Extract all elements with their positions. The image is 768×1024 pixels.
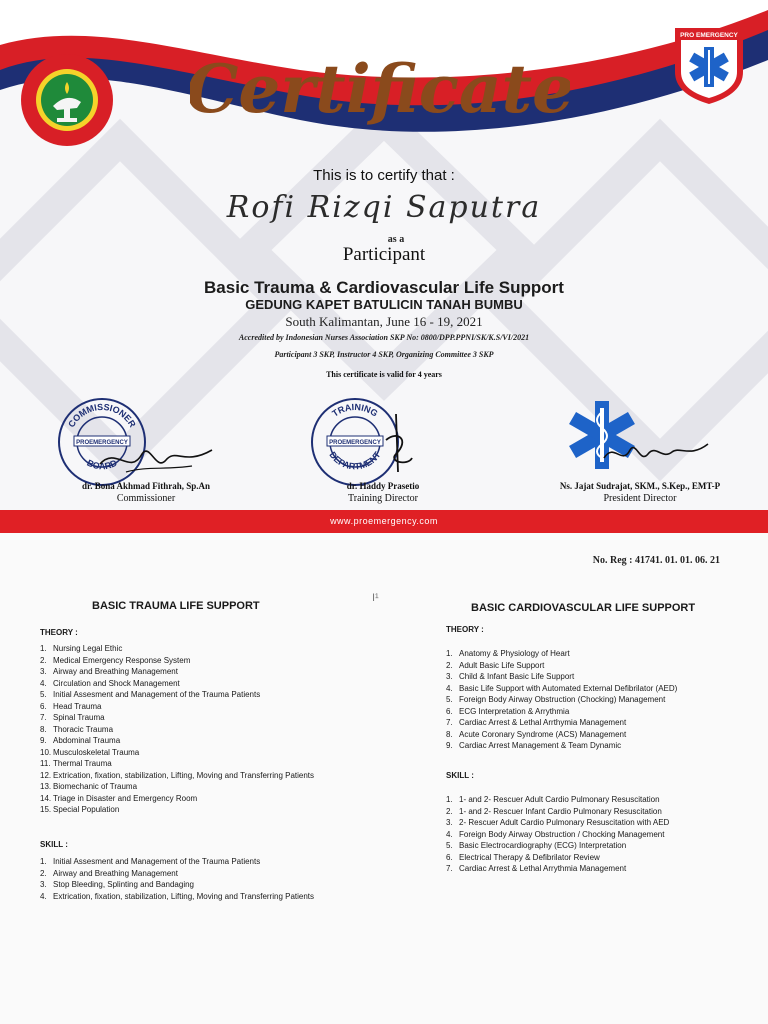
item-text: Triage in Disaster and Emergency Room bbox=[53, 793, 198, 803]
item-number: 1. bbox=[40, 644, 47, 653]
list-item bbox=[40, 770, 314, 782]
item-number: 14. bbox=[40, 793, 52, 803]
item-text: Head Trauma bbox=[53, 701, 102, 711]
svg-text:PROEMERGENCY: PROEMERGENCY bbox=[329, 440, 381, 446]
item-text: Basic Life Support with Automated External Defibrilator (AED) bbox=[459, 683, 678, 693]
btls-theory-heading: THEORY : bbox=[40, 628, 78, 637]
item-number: 5. bbox=[446, 841, 453, 850]
item-text: Cardiac Arrest & Lethal Arrthymia Management bbox=[459, 718, 627, 727]
bcls-title: BASIC CARDIOVASCULAR LIFE SUPPORT bbox=[471, 602, 696, 614]
list-item bbox=[446, 863, 669, 875]
item-number: 6. bbox=[446, 852, 453, 862]
list-item bbox=[446, 794, 669, 806]
item-text: Stop Bleeding, Splinting and Bandaging bbox=[53, 880, 194, 889]
item-number: 11. bbox=[40, 759, 51, 768]
item-text: Thoracic Trauma bbox=[53, 724, 114, 734]
item-text: Musculoskeletal Trauma bbox=[53, 747, 140, 757]
item-number: 9. bbox=[40, 736, 47, 745]
signer-name: dr. Haddy Prasetio bbox=[346, 481, 420, 491]
list-item bbox=[40, 891, 314, 903]
list-item bbox=[446, 706, 677, 718]
item-text: Initial Assesment and Management of the Trauma Patients bbox=[53, 690, 261, 699]
signer-title: President Director bbox=[603, 493, 677, 504]
signature-training-director bbox=[378, 410, 418, 480]
item-number: 15. bbox=[40, 805, 52, 814]
list-item bbox=[40, 643, 314, 655]
item-number: 6. bbox=[446, 706, 453, 716]
recipient-name: Rofi Rizqi Saputra bbox=[226, 190, 542, 225]
list-item bbox=[40, 701, 314, 713]
item-text: Foreign Body Airway Obstruction / Chocking Management bbox=[459, 829, 665, 839]
item-text: Airway and Breathing Management bbox=[53, 868, 178, 878]
item-number: 6. bbox=[40, 701, 47, 711]
signer-name: Ns. Jajat Sudrajat, SKM., S.Kep., EMT-P bbox=[559, 481, 721, 491]
registration-number: No. Reg : 41741. 01. 01. 06. 21 bbox=[592, 555, 720, 566]
item-text: Anatomy & Physiology of Heart bbox=[459, 649, 570, 658]
role-text: Participant bbox=[342, 244, 426, 265]
svg-text:PROEMERGENCY: PROEMERGENCY bbox=[76, 440, 128, 446]
item-text: Medical Emergency Response System bbox=[53, 655, 191, 665]
list-item bbox=[40, 655, 314, 667]
btls-theory-list bbox=[40, 643, 314, 816]
item-text: Special Population bbox=[53, 805, 120, 814]
svg-text:TRAINING: TRAINING bbox=[330, 401, 380, 419]
list-item bbox=[446, 817, 669, 829]
item-text: Airway and Breathing Management bbox=[53, 667, 178, 676]
item-text: Cardiac Arrest & Lethal Arrythmia Management bbox=[459, 864, 627, 873]
svg-text:COMMISSIONER: COMMISSIONER bbox=[66, 401, 138, 430]
item-text: ECG Interpretation & Arrythmia bbox=[459, 706, 570, 716]
ppni-logo bbox=[19, 52, 115, 148]
list-item bbox=[446, 694, 677, 706]
svg-text:DEPARTMENT: DEPARTMENT bbox=[327, 449, 383, 472]
item-number: 7. bbox=[40, 713, 47, 722]
list-item bbox=[40, 666, 314, 678]
item-number: 3. bbox=[446, 818, 453, 827]
venue-text: GEDUNG KAPET BATULICIN TANAH BUMBU bbox=[245, 297, 523, 312]
signer-title: Training Director bbox=[348, 493, 418, 504]
item-text: Biomechanic of Trauma bbox=[53, 782, 138, 791]
certify-text: This is to certify that : bbox=[313, 167, 455, 184]
item-number: 1. bbox=[40, 857, 47, 866]
item-text: 1- and 2- Rescuer Infant Cardio Pulmonary Resuscitation bbox=[459, 806, 662, 816]
list-item bbox=[446, 829, 669, 841]
list-item bbox=[40, 724, 314, 736]
list-item bbox=[40, 856, 314, 868]
validity-text: This certificate is valid for 4 years bbox=[326, 370, 442, 379]
item-number: 4. bbox=[40, 678, 47, 688]
list-item bbox=[446, 648, 677, 660]
list-item bbox=[446, 683, 677, 695]
item-text: Extrication, fixation, stabilization, Lifting, Moving and Transferring Patients bbox=[53, 770, 315, 780]
item-number: 2. bbox=[446, 660, 453, 670]
list-item bbox=[446, 671, 677, 683]
btls-title: BASIC TRAUMA LIFE SUPPORT bbox=[92, 600, 260, 612]
btls-skill-heading: SKILL : bbox=[40, 840, 68, 849]
item-text: Cardiac Arrest Management & Team Dynamic bbox=[459, 741, 622, 750]
signer-president-director bbox=[524, 481, 756, 504]
signer-name: dr. Bona Akhmad Fithrah, Sp.An bbox=[82, 481, 210, 491]
signer-commissioner bbox=[46, 481, 246, 504]
item-text: 1- and 2- Rescuer Adult Cardio Pulmonary Resuscitation bbox=[459, 795, 660, 804]
item-text: Spinal Trauma bbox=[53, 713, 105, 722]
item-text: Abdominal Trauma bbox=[53, 736, 121, 745]
bcls-theory-heading: THEORY : bbox=[446, 625, 484, 634]
list-item bbox=[446, 660, 677, 672]
item-number: 7. bbox=[446, 864, 453, 873]
bcls-theory-list bbox=[446, 648, 677, 752]
svg-text:PRO EMERGENCY: PRO EMERGENCY bbox=[680, 32, 738, 39]
bcls-skill-list bbox=[446, 794, 669, 875]
pro-emergency-logo bbox=[671, 22, 747, 106]
item-number: 3. bbox=[40, 667, 47, 676]
list-item bbox=[446, 852, 669, 864]
item-number: 7. bbox=[446, 718, 453, 727]
item-number: 2. bbox=[40, 655, 47, 665]
item-text: Basic Electrocardiography (ECG) Interpretation bbox=[459, 841, 627, 850]
item-text: Extrication, fixation, stabilization, Lifting, Moving and Transferring Patients bbox=[53, 891, 315, 901]
signature-commissioner bbox=[96, 436, 216, 480]
list-item bbox=[40, 781, 314, 793]
list-item bbox=[40, 758, 314, 770]
signer-training-director bbox=[303, 481, 463, 504]
list-item bbox=[446, 806, 669, 818]
list-item bbox=[40, 689, 314, 701]
list-item bbox=[446, 729, 677, 741]
item-text: Nursing Legal Ethic bbox=[53, 644, 123, 653]
date-line: South Kalimantan, June 16 - 19, 2021 bbox=[285, 314, 483, 329]
list-item bbox=[40, 712, 314, 724]
list-item bbox=[446, 840, 669, 852]
svg-text:BOARD: BOARD bbox=[85, 457, 119, 472]
list-item bbox=[40, 678, 314, 690]
item-number: 1. bbox=[446, 649, 453, 658]
item-number: 8. bbox=[446, 729, 453, 739]
item-text: Circulation and Shock Management bbox=[53, 678, 180, 688]
signature-president-director bbox=[600, 436, 712, 472]
as-a-text: as a bbox=[387, 234, 405, 245]
item-text: Electrical Therapy & Defibrilator Review bbox=[459, 852, 600, 862]
list-item bbox=[40, 879, 314, 891]
list-item bbox=[40, 793, 314, 805]
certificate-back bbox=[0, 533, 768, 1024]
item-number: 2. bbox=[446, 806, 453, 816]
item-number: 3. bbox=[446, 672, 453, 681]
item-text: Foreign Body Airway Obstruction (Chocking) Management bbox=[459, 695, 666, 704]
item-number: 4. bbox=[446, 683, 453, 693]
accreditation-text: Accredited by Indonesian Nurses Association SKP No: 0800/DPP.PPNI/SK/K.S/VI/2021 bbox=[238, 333, 530, 342]
certificate-title bbox=[190, 40, 570, 140]
pen-mark: I¹ bbox=[372, 592, 379, 604]
item-number: 12. bbox=[40, 770, 52, 780]
item-text: Thermal Trauma bbox=[53, 759, 112, 768]
item-number: 4. bbox=[446, 829, 453, 839]
item-text: Acute Coronary Syndrome (ACS) Management bbox=[459, 729, 627, 739]
list-item bbox=[40, 747, 314, 759]
course-title: Basic Trauma & Cardiovascular Life Support bbox=[204, 278, 564, 297]
list-item bbox=[40, 868, 314, 880]
item-text: 2- Rescuer Adult Cardio Pulmonary Resuscitation with AED bbox=[459, 818, 670, 827]
item-number: 10. bbox=[40, 747, 52, 757]
item-number: 13. bbox=[40, 782, 52, 791]
item-text: Initial Assesment and Management of the Trauma Patients bbox=[53, 857, 261, 866]
item-number: 5. bbox=[40, 690, 47, 699]
item-number: 9. bbox=[446, 741, 453, 750]
btls-skill-list bbox=[40, 856, 314, 902]
item-number: 4. bbox=[40, 891, 47, 901]
skp-text: Participant 3 SKP, Instructor 4 SKP, Organizing Committee 3 SKP bbox=[274, 350, 494, 359]
list-item bbox=[40, 804, 314, 816]
item-number: 2. bbox=[40, 868, 47, 878]
bcls-skill-heading: SKILL : bbox=[446, 771, 474, 780]
list-item bbox=[40, 735, 314, 747]
list-item bbox=[446, 740, 677, 752]
item-number: 1. bbox=[446, 795, 453, 804]
list-item bbox=[446, 717, 677, 729]
item-text: Adult Basic Life Support bbox=[459, 660, 545, 670]
item-number: 5. bbox=[446, 695, 453, 704]
item-number: 3. bbox=[40, 880, 47, 889]
svg-text:Certificate: Certificate bbox=[190, 50, 570, 128]
footer-url: www.proemergency.com bbox=[330, 516, 438, 526]
item-number: 8. bbox=[40, 724, 47, 734]
signer-title: Commissioner bbox=[116, 493, 176, 504]
item-text: Child & Infant Basic Life Support bbox=[459, 672, 575, 681]
